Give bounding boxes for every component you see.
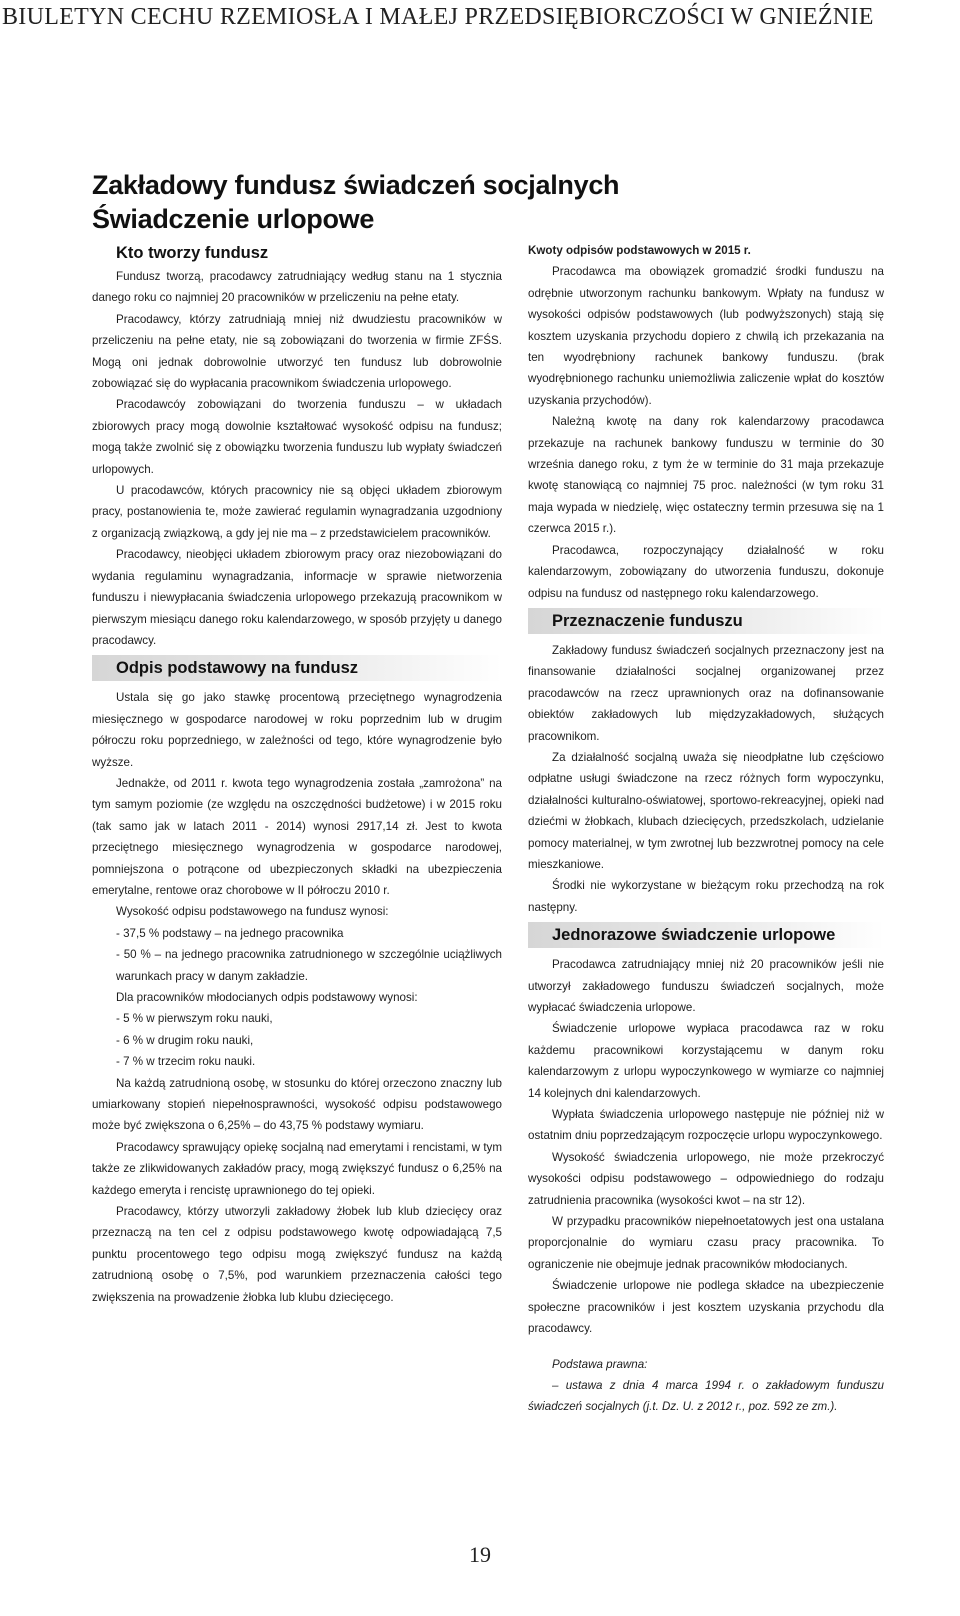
paragraph: Zakładowy fundusz świadczeń socjalnych przeznaczony jest na finansowanie działalności socjalnej organizowanej przez pracodawców na rzecz uprawnionych oraz na dofinansowanie obiektów zakładowych lub międzyzakładowych, służących pracownikom. [528,643,884,743]
paragraph: Świadczenie urlopowe nie podlega składce na ubezpieczenie społeczne pracowników i jest kosztem uzyskania przychodu dla pracodawcy. [528,1279,884,1336]
paragraph: Wysokość świadczenia urlopowego, nie może przekroczyć wysokości odpisu podstawowego – odpowiedniego do rodzaju zatrudnienia pracownika (wysokości kwot – na str 12). [528,1150,884,1207]
paragraph: Ustala się go jako stawkę procentową przeciętnego wynagrodzenia miesięcznego w gospodarce narodowej w roku poprzednim lub w drugim półroczu roku poprzedniego, w zależności od tego, które wynagrodzenie było wyższe. [92,691,502,769]
legal-basis-text: – ustawa z dnia 4 marca 1994 r. o zakładowym funduszu świadczeń socjalnych (j.t. Dz. U. z 2012 r., poz. 592 ze zm.). [528,1378,884,1414]
section-heading-kto-tworzy: Kto tworzy fundusz [116,244,269,262]
section-heading-odpis: Odpis podstawowy na fundusz [92,655,502,681]
title-line-1: Zakładowy fundusz świadczeń socjalnych [92,170,620,200]
paragraph: Pracodawcy, którzy utworzyli zakładowy żłobek lub klub dziecięcy oraz przeznaczą na ten cel z odpisu podstawowego kwotę odpowiadającą 7,5 punktu procentowego tego odpisu mogą zwiększyć fundusz na każdą zatrudnioną osobę o 7,5%, pod warunkiem przeznaczenia całości tego zwiększenia na prowadzenie żłobka lub klubu dziecięcego. [92,1205,502,1304]
title-line-2: Świadczenie urlopowe [92,204,375,234]
paragraph: Pracodawcy sprawujący opiekę socjalną nad emerytami i rencistami, w tym także ze zlikwidowanych zakładów pracy, mogą zwiększyć fundusz o 6,25% na każdego emeryta i rencistę uprawnionego do tej opieki. [92,1140,502,1197]
paragraph: Wypłata świadczenia urlopowego następuje nie później niż w ostatnim dniu poprzedzającym rozpoczęcie urlopu wypoczynkowego. [528,1108,884,1143]
list-item: - 37,5 % podstawy – na jednego pracownika [116,926,344,940]
paragraph: Dla pracowników młodocianych odpis podstawowy wynosi: [116,991,418,1004]
paragraph: Wysokość odpisu podstawowego na fundusz wynosi: [116,905,389,919]
section-heading-przeznaczenie: Przeznaczenie funduszu [528,608,884,634]
paragraph: Należną kwotę na dany rok kalendarzowy pracodawca przekazuje na rachunek bankowy funduszu w terminie do 30 września danego roku, z tym że w terminie do 31 maja przekazuje kwotę stanowiącą co najmniej 75 proc. należności (w tym roku 31 maja wypada w niedzielę, więc ostateczny termin przesuwa się na 1 czerwca 2015 r.). [528,415,884,536]
section-heading-swiadczenie-urlopowe: Jednorazowe świadczenie urlopowe [528,922,884,948]
paragraph: Na każdą zatrudnioną osobę, w stosunku do której orzeczono znaczny lub umiarkowany stopień niepełnosprawności, wysokość odpisu podstawowego może być zwiększona o 6,25% – do 43,75 % podstawy wymiaru. [92,1076,502,1133]
list-item: - 7 % w trzecim roku nauki. [116,1055,256,1069]
page-number: 19 [469,1542,491,1567]
paragraph: Świadczenie urlopowe wypłaca pracodawca raz w roku każdemu pracownikowi korzystającemu w danym roku kalendarzowym z urlopu wypoczynkowego w wymiarze co najmniej 14 kolejnych dni kalendarzowych. [528,1022,884,1100]
bulletin-header: BIULETYN CECHU RZEMIOSŁA I MAŁEJ PRZEDSIĘBIORCZOŚCI W GNIEŹNIE [2,4,874,30]
paragraph: Pracodawca zatrudniający mniej niż 20 pracowników jeśli nie utworzył zakładowego funduszu świadczeń socjalnych, może wypłacać świadczenia urlopowe. [528,958,884,1014]
article-title [92,168,619,236]
list-item: - 50 % – na jednego pracownika zatrudnionego w szczególnie uciążliwych warunkach pracy w danym zakładzie. [116,948,502,983]
paragraph: Pracodawca ma obowiązek gromadzić środki funduszu na odrębnie utworzonym rachunku bankowym. Wpłaty na fundusz w wysokości odpisów podstawowych (lub podwyższonych) stają się kosztem uzyskania przychodu dopiero z chwilą ich przekazania na ten wyodrębniony rachunek bankowy funduszu. (brak wyodrębnionego rachunku uniemożliwia zaliczenie wpłat do kosztów uzyskania przychodów). [528,265,884,407]
legal-basis-label: Podstawa prawna: [552,1357,648,1371]
paragraph: Jednakże, od 2011 r. kwota tego wynagrodzenia została „zamrożona” na tym samym poziomie (ze względu na oszczędności budżetowe) i w 2015 roku (tak samo jak w latach 2011 - 2014) wynosi 2917,14 zł. Jest to kwota przeciętnego miesięcznego wynagrodzenia w gospodarce narodowej, pomniejszona o potrącone od ubezpieczonych składki na ubezpieczenia emerytalne, rentowe oraz chorobowe w II półroczu 2010 r. [92,776,502,897]
list-item: - 5 % w pierwszym roku nauki, [116,1012,273,1026]
subheading-kwoty: Kwoty odpisów podstawowych w 2015 r. [528,244,751,257]
paragraph: Fundusz tworzą, pracodawcy zatrudniający według stanu na 1 stycznia danego roku co najmniej 20 pracowników w przeliczeniu na pełne etaty. [92,270,502,305]
paragraph: U pracodawców, których pracownicy nie są objęci układem zbiorowym pracy, postanowienia te, może zawierać regulamin wynagradzania uzgodniony z organizacją związkową, a gdy jej nie ma – z przedstawicielem pracowników. [92,484,502,540]
paragraph: Środki nie wykorzystane w bieżącym roku przechodzą na rok następny. [528,879,884,914]
paragraph: Pracodawcóy zobowiązani do tworzenia funduszu – w układach zbiorowych pracy mogą dowolnie kształtować wysokość odpisu na fundusz; mogą także zwolnić się z obowiązku tworzenia funduszu lub wypłaty świadczeń urlopowych. [92,398,502,476]
left-column [92,240,502,1308]
paragraph: Pracodawcy, nieobjęci układem zbiorowym pracy oraz niezobowiązani do wydania regulaminu wynagradzania, informacje w sprawie nietworzenia funduszu i niewypłacania świadczenia urlopowego przekazują pracownikom w pierwszym miesiącu danego roku kalendarzowego, w sposób przyjęty u danego pracodawcy. [92,548,502,647]
right-column [528,240,884,1418]
paragraph: Pracodawcy, którzy zatrudniają mniej niż dwudziestu pracowników w przeliczeniu na pełne etaty, nie są zobowiązani do tworzenia w firmie ZFŚS. Mogą oni jednak dobrowolnie utworzyć ten fundusz lub dobrowolnie zobowiązać się do wypłacania pracownikom świadczenia urlopowego. [92,312,502,391]
paragraph: W przypadku pracowników niepełnoetatowych jest ona ustalana proporcjonalnie do wymiaru czasu pracy pracownika. To ograniczenie nie obejmuje jednak pracowników młodocianych. [528,1215,884,1271]
list-item: - 6 % w drugim roku nauki, [116,1033,254,1047]
paragraph: Pracodawca, rozpoczynający działalność w roku kalendarzowym, zobowiązany do utworzenia funduszu, dokonuje odpisu na fundusz od następnego roku kalendarzowego. [528,543,884,600]
paragraph: Za działalność socjalną uważa się nieodpłatne lub częściowo odpłatne usługi świadczone na rzecz różnych form wypoczynku, działalności kulturalno-oświatowej, sportowo-rekreacyjnej, opieki nad dziećmi w żłobkach, klubach dziecięcych, przedszkolach, udzielanie pomocy materialnej, w tym zwrotnej lub bezzwrotnej pomocy na cele mieszkaniowe. [528,750,884,871]
spacer [528,1340,884,1354]
